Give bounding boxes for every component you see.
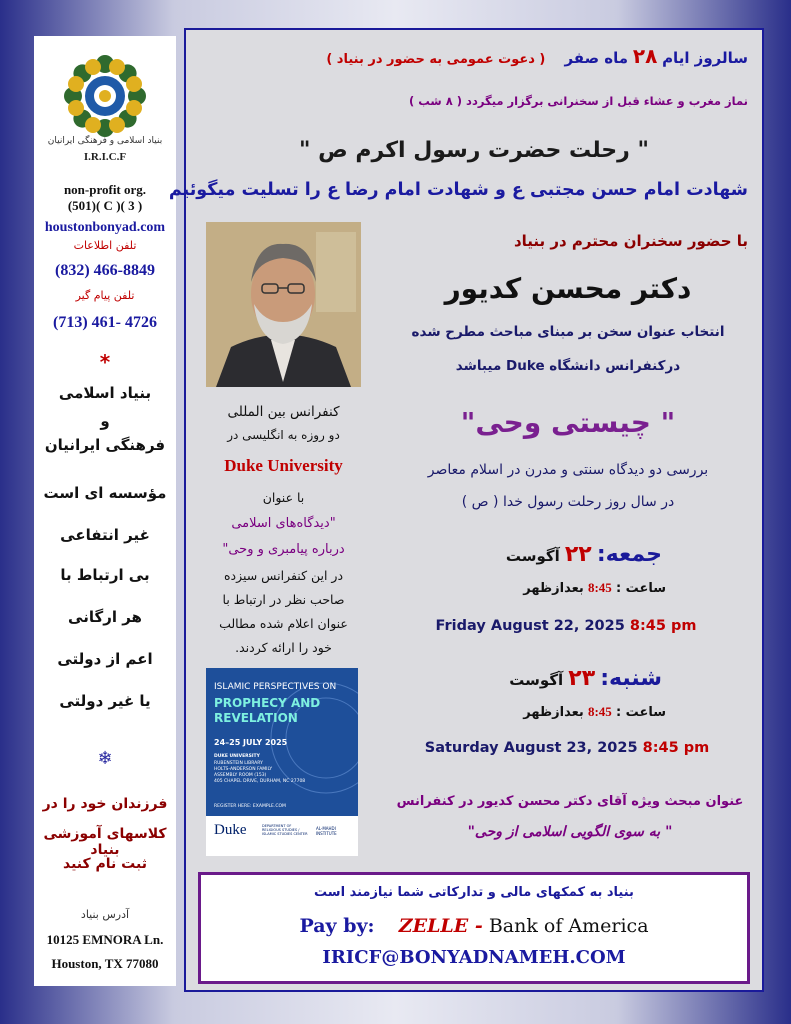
anniv-b: ماه صفر	[564, 49, 629, 67]
book-venue2: RUBENSTEIN LIBRARY	[214, 761, 263, 766]
book-register: REGISTER HERE: EXAMPLE.COM	[214, 804, 286, 809]
day2-time-pm: بعدازظهر	[523, 705, 584, 720]
topic-line1: انتخاب عنوان سخن بر مبنای مباحث مطرح شده	[411, 324, 725, 340]
day2-heading	[509, 666, 662, 691]
conf-7: صاحب نظر در ارتباط با	[222, 592, 345, 607]
donate-email[interactable]: IRICF@BONYADNAMEH.COM	[322, 947, 626, 968]
pay-bank: Bank of America	[488, 915, 649, 937]
pay-by: Pay by:	[299, 915, 375, 937]
day1-en	[416, 618, 716, 634]
book-line2: PROPHECY AND	[214, 696, 321, 710]
desc-4: هر ارگانی	[68, 608, 142, 626]
desc-2: غیر انتفاعی	[60, 526, 150, 544]
day2-time-label: ساعت :	[615, 705, 666, 720]
logo	[34, 36, 176, 176]
info-phone[interactable]: (832) 466-8849	[55, 262, 155, 279]
conf-1: کنفرانس بین المللی	[227, 404, 340, 420]
conf-6: در این کنفرانس سیزده	[223, 568, 344, 583]
donate-need: بنیاد به کمکهای مالی و تدارکاتی شما نیازمند است	[314, 885, 634, 900]
info-phone-label: تلفن اطلاعات	[73, 239, 137, 252]
sidebar	[34, 36, 176, 986]
special-topic-2: " به سوی الگویی اسلامی از وحی"	[467, 824, 673, 840]
conf-4: "دیدگاه‌های اسلامی	[231, 516, 336, 531]
book-venue1: DUKE UNIVERSITY	[214, 754, 260, 759]
conf-8: عنوان اعلام شده مطالب	[219, 616, 348, 631]
conf-2: دو روزه به انگلیسی در	[227, 428, 340, 442]
day1-time	[523, 580, 666, 596]
address-line1: 10125 EMNORA Ln.	[46, 932, 164, 947]
book-dates: 24–25 JULY 2025	[214, 738, 288, 747]
nonprofit-line1: non-profit org.	[63, 182, 147, 197]
review-line2: در سال روز رحلت رسول خدا ( ص )	[461, 494, 675, 510]
conference-book-cover	[206, 668, 358, 856]
classes-3: ثبت نام کنید	[63, 856, 147, 872]
conf-3: با عنوان	[262, 490, 305, 505]
book-venue3: HOLTS-ANDERSON FAMILY	[214, 767, 273, 772]
book-venue4: ASSEMBLY ROOM (153)	[214, 773, 267, 778]
book-duke-logo: Duke	[214, 822, 247, 838]
day1-en-time: 8:45 pm	[629, 618, 697, 634]
speaker-name: دکتر محسن کدیور	[444, 272, 692, 305]
snowflake-icon: ❄	[97, 748, 113, 769]
shahadat-line: شهادت امام حسن مجتبی ع و شهادت امام رضا ع را تسلیت میگوئیم	[168, 180, 748, 200]
desc-3: بی ارتباط با	[60, 566, 150, 584]
msg-phone-label: تلفن پیام گیر	[75, 289, 135, 302]
anniv-invite: ( دعوت عمومی به حضور در بنیاد )	[326, 52, 546, 67]
conf-9: خود را ارائه کردند.	[235, 640, 332, 655]
day1-time-label: ساعت :	[615, 581, 666, 596]
pay-zelle: ZELLE -	[398, 915, 483, 937]
nonprofit-line2: (501)( C )( 3 )	[67, 198, 143, 213]
pay-line	[201, 915, 747, 937]
day2-month: آگوست	[509, 671, 564, 689]
website-link[interactable]: houstonbonyad.com	[44, 220, 166, 235]
desc-6: یا غیر دولتی	[59, 692, 151, 710]
review-line1: بررسی دو دیدگاه سنتی و مدرن در اسلام معاصر	[427, 462, 709, 478]
day1-time-pm: بعدازظهر	[523, 581, 584, 596]
prayer-line: نماز مغرب و عشاء قبل از سخنرانی برگزار میگردد ( ۸ شب )	[409, 94, 748, 108]
msg-phone[interactable]: (713) 461- 4726	[53, 314, 157, 331]
book-venue5: 405 CHAPEL DRIVE, DURHAM, NC 27708	[214, 779, 306, 784]
org-name-3: فرهنگی ایرانیان	[44, 436, 166, 454]
day1-month: آگوست	[505, 547, 560, 565]
classes-2: کلاسهای آموزشی بنیاد	[43, 826, 167, 858]
day2-en-date: Saturday August 23, 2025	[424, 740, 638, 756]
org-name-2: و	[100, 412, 110, 430]
address-label: آدرس بنیاد	[80, 908, 130, 921]
conf-duke: Duke University	[224, 456, 343, 475]
anniversary-line	[326, 44, 748, 68]
logo-abbrev: I.R.I.C.F	[83, 151, 127, 163]
donation-box	[198, 872, 750, 984]
desc-1: مؤسسه ای است	[43, 484, 167, 502]
day1-time-val: 8:45	[587, 580, 612, 595]
with-speakers: با حضور سخنران محترم در بنیاد	[513, 232, 748, 250]
special-topic-1: عنوان مبحث ویژه آقای دکتر محسن کدیور در کنفرانس	[396, 794, 744, 809]
book-line1: ISLAMIC PERSPECTIVES ON	[214, 682, 337, 692]
day2-num: ۲۳	[568, 666, 596, 691]
desc-5: اعم از دولتی	[57, 650, 153, 668]
day2-time-val: 8:45	[587, 704, 612, 719]
day2-name: شنبه:	[600, 666, 662, 691]
org-name-1: بنیاد اسلامی	[58, 384, 152, 402]
speaker-photo	[206, 222, 361, 387]
day1-heading	[506, 542, 662, 567]
book-line3: REVELATION	[214, 711, 298, 725]
day2-en	[402, 740, 732, 756]
day1-num: ۲۲	[564, 542, 592, 567]
rehlat-title: " رحلت حضرت رسول اکرم ص "	[299, 138, 649, 163]
classes-1: فرزندان خود را در	[42, 796, 168, 812]
book-ali: AL-MAHDI INSTITUTE	[316, 826, 337, 836]
day1-en-date: Friday August 22, 2025	[435, 618, 625, 634]
anniv-a: سالروز ایام	[662, 49, 748, 67]
conf-5: درباره پیامبری و وحی"	[222, 542, 345, 557]
topic-title: " چیستی وحی"	[460, 406, 676, 439]
address-line2: Houston, TX 77080	[51, 956, 159, 971]
main-panel	[168, 28, 764, 992]
asterisk-icon: *	[99, 350, 111, 374]
day1-name: جمعه:	[596, 542, 662, 567]
anniv-num: ۲۸	[632, 44, 658, 68]
logo-caption: بنیاد اسلامی و فرهنگی ایرانیان	[47, 136, 163, 146]
day2-time	[523, 704, 666, 720]
day2-en-time: 8:45 pm	[642, 740, 710, 756]
book-dept: DEPARTMENT OF RELIGIOUS STUDIES / ISLAMIC STUDIES CENTER	[262, 824, 308, 836]
topic-line2: درکنفرانس دانشگاه Duke میباشد	[455, 358, 681, 374]
